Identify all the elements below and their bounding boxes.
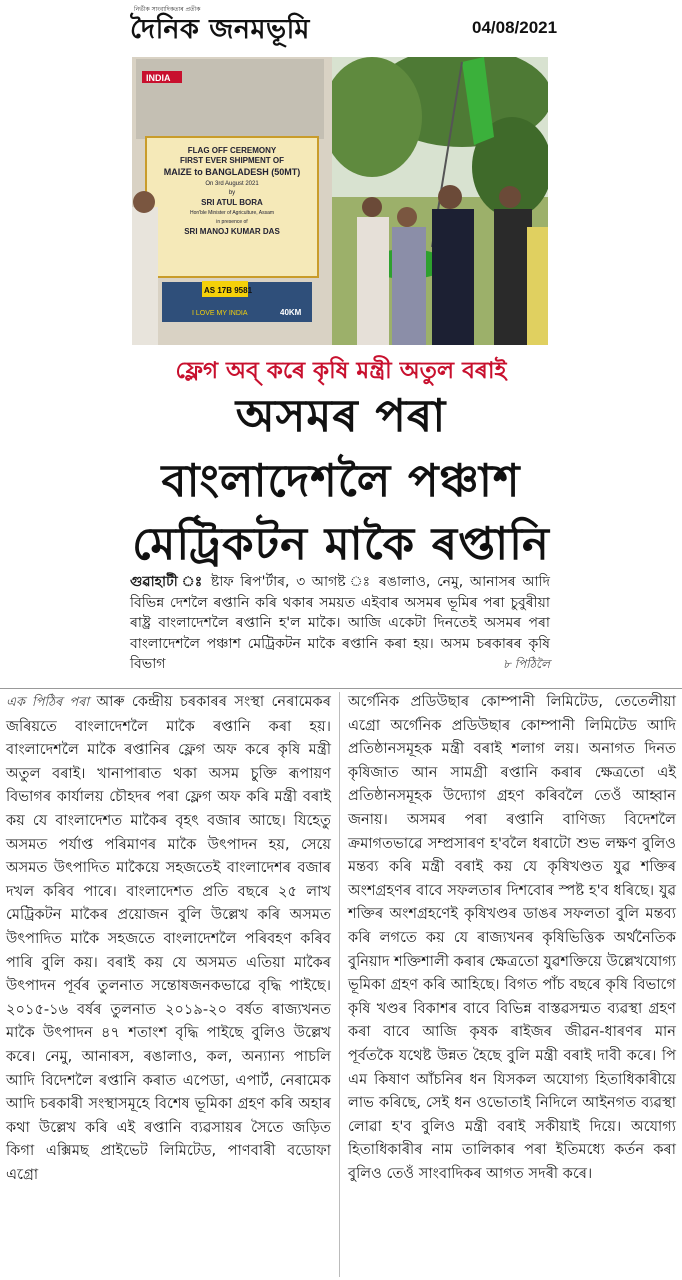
news-photo (132, 57, 548, 345)
body-column-2 (348, 690, 676, 1185)
truck-side-text: 40KM (280, 308, 302, 317)
banner-line-0: FLAG OFF CEREMONY (187, 146, 277, 155)
banner-line-8: SRI MANOJ KUMAR DAS (184, 227, 280, 236)
banner-line-2: MAIZE to BANGLADESH (50MT) (163, 167, 301, 177)
headline-line-3: মেট্ৰিকটন মাকৈ ৰপ্তানি (132, 517, 550, 570)
truck-plate: AS 17B 9581 (204, 286, 253, 295)
body-column-1 (6, 690, 331, 1186)
column-1-text: আৰু কেন্দ্ৰীয় চৰকাৰৰ সংস্থা নেৰামেকৰ জৰিয়তে বাংলাদেশলৈ মাকৈ ৰপ্তানি কৰা হয়। বাংলাদেশলৈ মাকৈ ৰপ্তানিৰ ফ্লেগ অফ কৰে কৃষি মন্ত্ৰী অতুল বৰাই। খানাপাৰাত থকা অসম চুক্তি ৰূপায়ণ বিভাগৰ কাৰ্যালয় চৌহদৰ পৰা ফ্লেগ অফ কৰি মন্ত্ৰী বৰাই কয় যে বাংলাদেশত মাকৈৰ বৃহৎ বজাৰ আছে। যিহেতু অসমত পৰ্যাপ্ত পৰিমাণৰ মাকৈ উৎপাদন হয়, সেয়ে অসমত উৎপাদিত মাকৈয়ে সহজতেই বাংলাদেশৰ বজাৰ দখল কৰিব পাৰে। বাংলাদেশত প্ৰতি বছৰে ২৫ লাখ মেট্ৰিকটন মাকৈৰ প্ৰয়োজন বুলি উল্লেখ কৰি অসমত উৎপাদিত মাকৈ সহজতে বাংলাদেশলৈ পৰিবহণ কৰিব পাৰি বুলি কয়। বৰাই কয় যে অসমত এতিয়া মাকৈৰ উৎপাদন পূৰ্বৰ তুলনাত সন্তোষজনকভাৱে বৃদ্ধি পাইছে। ২০১৫-১৬ বৰ্ষৰ তুলনাত ২০১৯-২০ বৰ্ষত ৰাজ্যখনত মাকৈ উৎপাদন ৪৭ শতাংশ বৃদ্ধি পাইছে বুলিও উল্লেখ কৰে। নেমু, আনাৰস, ৰঙালাও, কল, অন্যান্য পাচলি আদি বিদেশলৈ ৰপ্তানি কৰাত এপেডা, এপাৰ্ট, নেৰামেক আদি চৰকাৰী সংস্থাসমূহে বিশেষ ভূমিকা গ্ৰহণ কৰি অহাৰ কথা উল্লেখ কৰি এই ৰপ্তানি ব্যৱসায়ৰ সৈতে জড়িত কিগা এক্সিমছ প্ৰাইভেট লিমিটেড, পাণবাৰী বডোফা এগ্ৰো (6, 693, 331, 1183)
headline-line-2: বাংলাদেশলৈ পঞ্চাশ (161, 454, 521, 507)
column-2-text: অৰ্গেনিক প্ৰডিউছাৰ কোম্পানী লিমিটেড, তেতেলীয়া এগ্ৰো অৰ্গেনিক প্ৰডিউছাৰ কোম্পানী লিমিটেড আদি প্ৰতিষ্ঠানসমূহক মন্ত্ৰী বৰাই শলাগ লয়। অনাগত দিনত কৃষিজাত আন সামগ্ৰী ৰপ্তানি কৰাৰ ক্ষেত্ৰতো এই প্ৰতিষ্ঠানসমূহক উদ্যোগ গ্ৰহণ কৰিবলৈ তেওঁ আহ্বান জনায়। অসমৰ পৰা ৰপ্তানি বাণিজ্য বিদেশলৈ ক্ৰমাগতভাৱে সম্প্ৰসাৰণ হ'বলৈ ধৰাটো শুভ লক্ষণ বুলিও মন্তব্য কৰি মন্ত্ৰী বৰাই কয় যে কৃষিখণ্ডত যুৱ শক্তিৰ অংশগ্ৰহণৰ বাবে সফলতাৰ দিশবোৰ স্পষ্ট হ'ব ধৰিছে। যুৱ শক্তিৰ অংশগ্ৰহণেই কৃষিখণ্ডৰ ডাঙৰ সফলতা বুলি মন্তব্য কৰি লগতে কয় যে ৰাজ্যখনৰ কৃষিভিত্তিক অৰ্থনৈতিক বুনিয়াদ শক্তিশালী কৰাৰ ক্ষেত্ৰতো যুৱশক্তিয়ে উল্লেখযোগ্য ভূমিকা গ্ৰহণ কৰি আহিছে। বিগত পাঁচ বছৰে কৃষি বিভাগে কৃষি খণ্ডৰ বিকাশৰ বাবে বিভিন্ন বাস্তৱসন্মত ব্যৱস্থা গ্ৰহণ কৰা বাবে আজি কৃষক ৰাইজৰ জীৱন-ধাৰণৰ মান পূৰ্বতকৈ যথেষ্ট উন্নত হৈছে বুলি মন্ত্ৰী বৰাই দাবী কৰে। পি এম কিষাণ আঁচনিৰ ধন যিসকল অযোগ্য হিতাধিকাৰীয়ে লাভ কৰিছে, সেই ধন ওভোতাই নিদিলে আইনগত ব্যৱস্থা লোৱা হ'ব বুলিও মন্ত্ৰী বৰাই সকীয়াই দিয়ে। অযোগ্য হিতাধিকাৰীৰ নাম তালিকাৰ পৰা ইতিমধ্যে কৰ্তন কৰা বুলিও তেওঁ সাংবাদিকৰ আগত সদৰী কৰে। (348, 693, 676, 1182)
banner-line-1: FIRST EVER SHIPMENT OF (179, 156, 285, 165)
lead-paragraph (130, 572, 550, 675)
kicker-headline: ফ্লেগ অব্ কৰে কৃষি মন্ত্ৰী অতুল বৰাই (175, 358, 507, 384)
dateline: গুৱাহাটী ঃ (130, 574, 205, 590)
section-rule (0, 688, 682, 689)
banner-line-6: Hon'ble Minister of Agriculture, Assam (189, 210, 275, 216)
masthead-tagline: নিৰ্ভীক সাংবাদিকতাৰ প্ৰতীক (134, 6, 201, 13)
truck-slogan: I LOVE MY INDIA (192, 310, 248, 317)
banner-line-3: On 3rd August 2021 (205, 181, 259, 187)
continued-from: এক পিঠিৰ পৰা (6, 695, 90, 710)
banner-line-7: in presence of (216, 219, 248, 225)
lead-text: ষ্টাফ ৰিপ'ৰ্টাৰ, ৩ আগষ্ট ঃ ৰঙালাও, নেমু, আনাসৰ আদি বিভিন্ন দেশলৈ ৰপ্তানি কৰি থকাৰ সময়ত এইবাৰ অসমৰ ভূমিৰ পৰা চুবুৰীয়া ৰাষ্ট্ৰ বাংলাদেশলৈ ৰপ্তানি হ'ল মাকৈ। আজি একেটা দিনতেই অসমৰ পৰা বাংলাদেশলৈ পঞ্চাশ মেট্ৰিকটন মাকৈ ৰপ্তানি কৰা হয়। অসম চৰকাৰৰ কৃষি বিভাগ (130, 574, 550, 672)
banner-line-5: SRI ATUL BORA (201, 198, 263, 207)
truck-top-text: INDIA (146, 73, 171, 83)
masthead-name: দৈনিক জনমভূমি (130, 14, 310, 45)
banner-line-4: by (228, 190, 236, 196)
headline-line-1: অসমৰ পৰা (235, 389, 447, 442)
issue-date: 04/08/2021 (472, 18, 558, 37)
column-divider (339, 692, 340, 1277)
continued-note: ৮ পিঠিলৈ (502, 657, 550, 671)
photo-illustration (132, 57, 548, 345)
masthead (130, 4, 340, 48)
